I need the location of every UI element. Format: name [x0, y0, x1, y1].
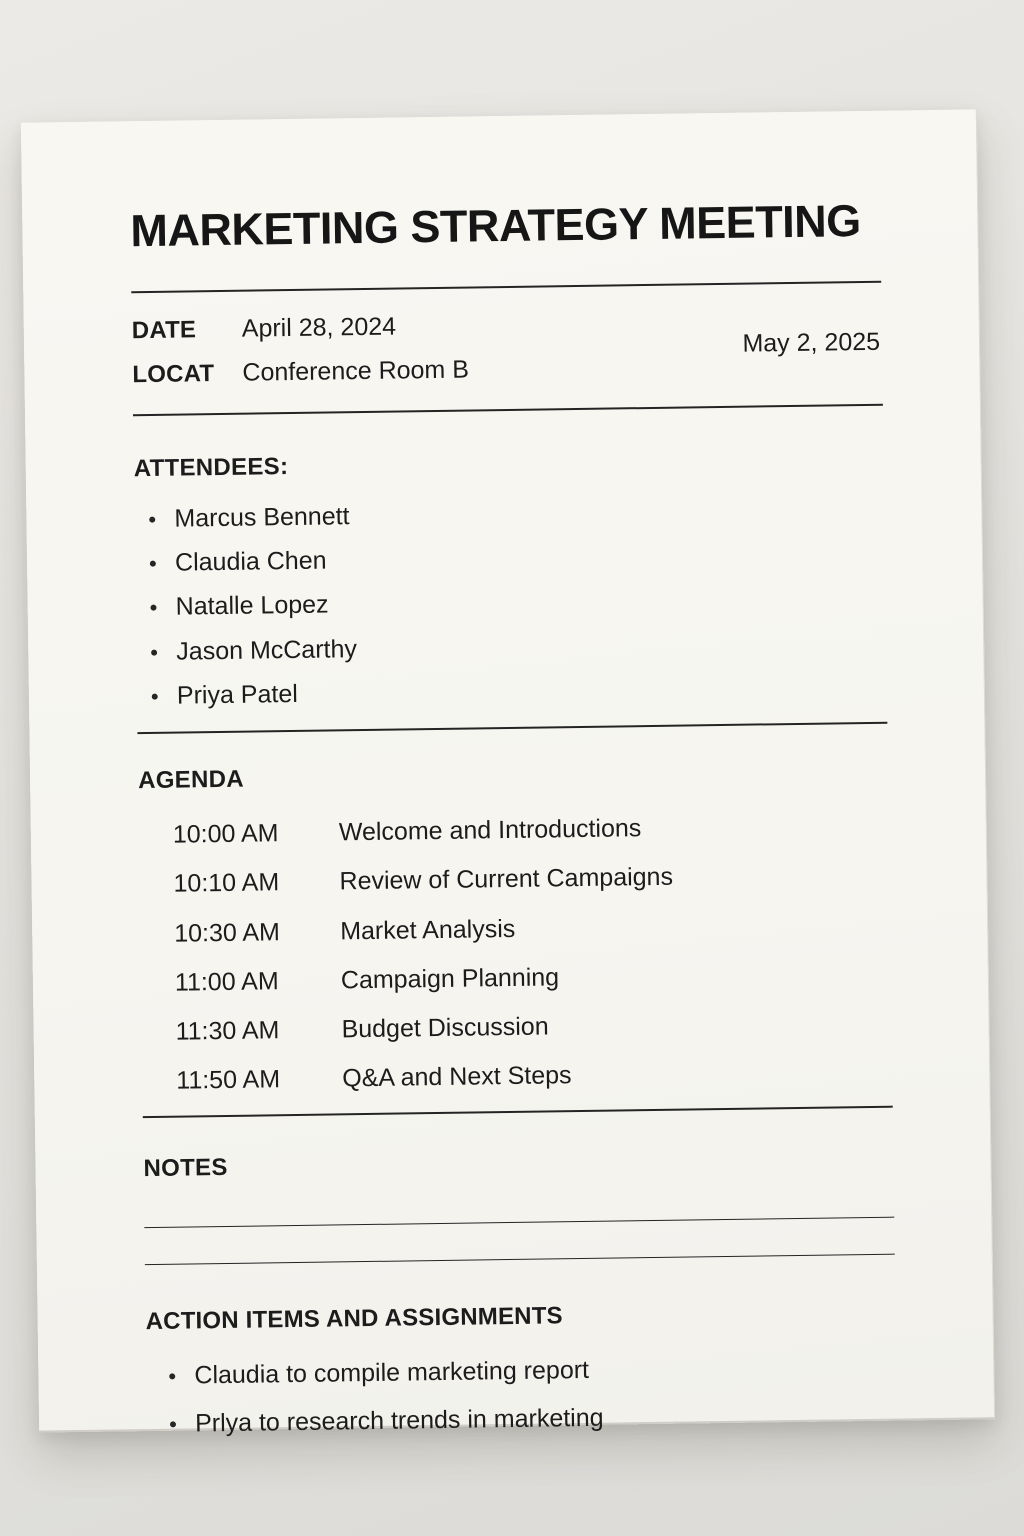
- list-item: [149, 582, 885, 624]
- list-item: [150, 626, 886, 668]
- agenda-topic: Review of Current Campaigns: [339, 862, 674, 896]
- attendees-heading: ATTENDEES:: [133, 452, 289, 482]
- agenda-row: [142, 1056, 892, 1098]
- attendee-list: [134, 493, 887, 712]
- agenda-row: [139, 859, 889, 901]
- corner-date: May 2, 2025: [742, 327, 881, 358]
- location-row: [132, 354, 469, 390]
- action-item-text: Claudia to compile marketing report: [194, 1355, 590, 1389]
- date-label: DATE: [131, 316, 197, 345]
- divider-under-attendees: [137, 722, 887, 734]
- agenda-row: [139, 810, 889, 852]
- agenda-topic: Q&A and Next Steps: [342, 1061, 572, 1093]
- notes-heading: NOTES: [143, 1153, 228, 1182]
- divider-under-meta: [133, 403, 883, 415]
- attendee-name: Priya Patel: [176, 679, 298, 710]
- action-item-list: [146, 1350, 897, 1440]
- agenda-time: 10:10 AM: [173, 868, 280, 898]
- meta-section: [132, 305, 883, 390]
- agenda-topic: Budget Discussion: [341, 1012, 549, 1044]
- bullet-icon: •: [148, 550, 157, 576]
- notes-line: [144, 1216, 894, 1227]
- list-item: [151, 670, 887, 712]
- attendee-name: Marcus Bennett: [174, 501, 350, 533]
- agenda-row: [141, 1007, 891, 1049]
- page-title: MARKETING STRATEGY MEETING: [130, 195, 862, 257]
- agenda-time: 11:50 AM: [176, 1065, 281, 1095]
- paper-sheet: [21, 109, 995, 1438]
- agenda-time: 11:30 AM: [175, 1016, 280, 1046]
- agenda-topic: Campaign Planning: [340, 963, 560, 995]
- bullet-icon: •: [150, 683, 159, 709]
- action-items-heading: ACTION ITEMS AND ASSIGNMENTS: [145, 1301, 563, 1335]
- action-item-text: Prlya to research trends in marketing: [194, 1403, 604, 1438]
- date-value: April 28, 2024: [241, 312, 397, 343]
- bullet-icon: •: [148, 506, 157, 532]
- attendee-name: Natalle Lopez: [175, 590, 329, 621]
- bullet-icon: •: [150, 639, 159, 665]
- agenda-time: 11:00 AM: [174, 966, 279, 997]
- agenda-table: [139, 810, 893, 1098]
- location-label: LOCAT: [132, 359, 215, 388]
- agenda-row: [140, 908, 890, 950]
- attendee-name: Jason McCarthy: [176, 634, 358, 666]
- divider-under-agenda: [143, 1105, 893, 1117]
- list-item: [168, 1350, 896, 1391]
- list-item: [169, 1398, 897, 1439]
- bullet-icon: •: [149, 595, 158, 621]
- bullet-icon: •: [168, 1363, 177, 1389]
- list-item: [149, 538, 885, 580]
- agenda-heading: AGENDA: [137, 765, 245, 795]
- agenda-topic: Market Analysis: [340, 914, 516, 945]
- document-content: [129, 111, 897, 1440]
- location-value: Conference Room B: [242, 355, 470, 387]
- date-row: [132, 311, 469, 347]
- meta-rows: [132, 311, 470, 390]
- attendee-name: Claudia Chen: [174, 546, 327, 577]
- agenda-time: 10:30 AM: [174, 917, 281, 948]
- divider-under-title: [131, 281, 881, 293]
- list-item: [148, 493, 884, 535]
- agenda-topic: Welcome and Introductions: [338, 814, 642, 847]
- agenda-row: [141, 957, 891, 999]
- notes-line: [145, 1253, 895, 1264]
- agenda-time: 10:00 AM: [172, 819, 279, 849]
- bullet-icon: •: [168, 1411, 177, 1437]
